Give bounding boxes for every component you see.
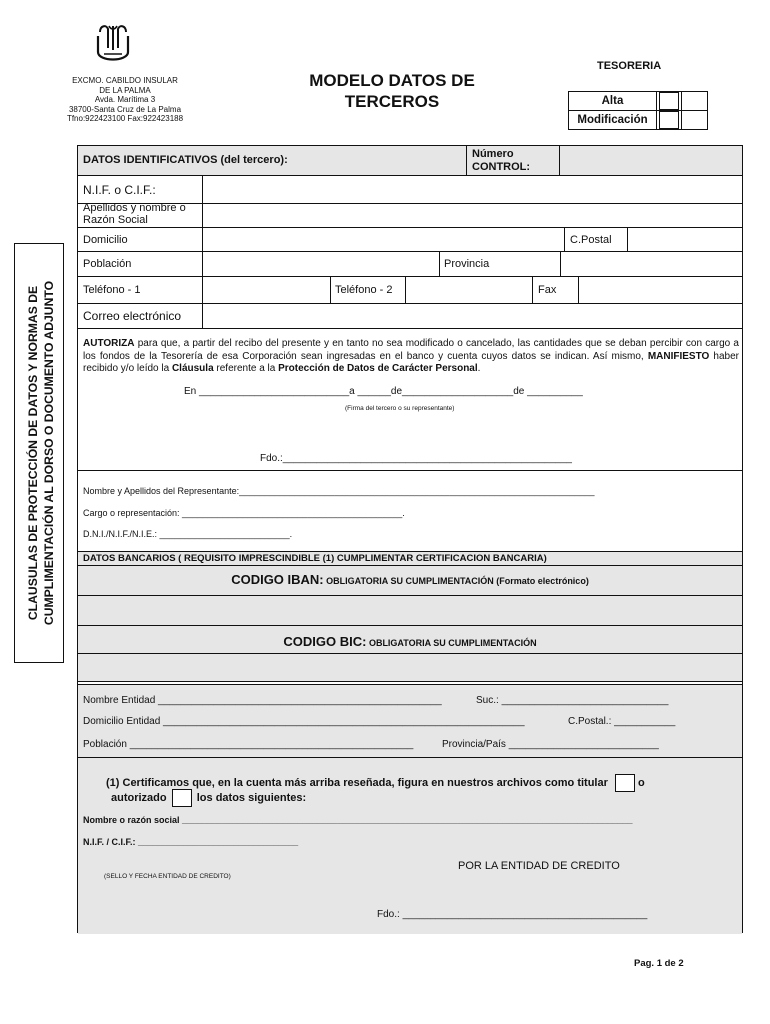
tesoreria-label: TESORERIA	[597, 60, 662, 72]
cabildo-logo	[92, 22, 134, 66]
title-line1: MODELO DATOS DE	[309, 71, 475, 90]
certificado-line1: (1) Certificamos que, en la cuenta más arriba reseñada, figura en nuestros archivos como titular o	[106, 774, 645, 792]
modificacion-checkbox[interactable]	[659, 111, 679, 129]
telefono2-field[interactable]	[406, 277, 532, 303]
nif-label: N.I.F. o C.I.F.:	[83, 183, 156, 197]
razon-social-line: Nombre o razón social __________________________________________________________________________________________	[83, 815, 633, 825]
document-title	[262, 70, 522, 112]
apellidos-label: Apellidos y nombre o Razón Social	[83, 202, 186, 226]
representante-cargo: Cargo o representación: ____________________________________________.	[83, 508, 405, 518]
representante-nombre: Nombre y Apellidos del Representante:_______________________________________________________________________	[83, 486, 595, 496]
alta-label: Alta	[569, 92, 657, 111]
numero-control-field[interactable]	[560, 147, 742, 174]
telefono2-label: Teléfono - 2	[335, 284, 393, 296]
nombre-entidad-line: Nombre Entidad ___________________________________________________	[83, 695, 442, 706]
cpostal-field[interactable]	[628, 228, 742, 251]
bic-field[interactable]	[79, 655, 741, 680]
org-name-line1: EXCMO. CABILDO INSULAR	[72, 76, 178, 85]
org-street: Avda. Marítima 3	[94, 95, 156, 104]
provincia-pais-line: Provincia/País ___________________________	[442, 739, 659, 750]
organization-address	[40, 76, 210, 124]
domicilio-entidad-line: Domicilio Entidad _________________________________________________________________	[83, 716, 525, 727]
firma-note: (Firma del tercero o su representante)	[345, 405, 455, 412]
correo-field[interactable]	[203, 304, 742, 328]
bancarios-header: DATOS BANCARIOS ( REQUISITO IMPRESCINDIBLE (1) CUMPLIMENTAR CERTIFICACION BANCARIA)	[83, 553, 547, 564]
certificado-line2: autorizado los datos siguientes:	[111, 789, 306, 807]
alta-modificacion-table	[568, 91, 708, 130]
domicilio-field[interactable]	[203, 228, 564, 251]
numero-control-label: Número CONTROL:	[472, 148, 531, 173]
cert-fdo-line: Fdo.: ____________________________________________	[377, 909, 648, 920]
org-phone: Tfno:922423100 Fax:922423188	[66, 114, 184, 123]
fax-label: Fax	[538, 284, 557, 296]
fax-field[interactable]	[579, 277, 742, 303]
modificacion-label: Modificación	[569, 111, 657, 130]
titular-checkbox[interactable]	[615, 774, 635, 792]
representante-dni: D.N.I./N.I.F./N.I.E.: __________________________.	[83, 529, 293, 539]
org-city: 38700-Santa Cruz de La Palma	[68, 104, 182, 114]
poblacion-field[interactable]	[203, 252, 439, 276]
sello-label: (SELLO Y FECHA ENTIDAD DE CREDITO)	[104, 873, 231, 880]
sidebar-clausulas	[14, 243, 64, 663]
cert-nif-line: N.I.F. / C.I.F.: ________________________________	[83, 837, 299, 847]
correo-label: Correo electrónico	[83, 309, 182, 323]
page-number: Pag. 1 de 2	[634, 958, 684, 969]
iban-heading: CODIGO IBAN: OBLIGATORIA SU CUMPLIMENTACIÓN (Formato electrónico)	[231, 572, 589, 587]
bic-heading: CODIGO BIC: OBLIGATORIA SU CUMPLIMENTACIÓN	[283, 634, 537, 649]
sidebar-line2: CUMPLIMENTACIÓN AL DORSO O DOCUMENTO ADJUNTO	[42, 280, 56, 626]
identificativos-header: DATOS IDENTIFICATIVOS (del tercero):	[83, 154, 288, 166]
main-form	[77, 145, 743, 933]
provincia-field[interactable]	[561, 252, 742, 276]
fdo-signature-line: Fdo.:____________________________________________________	[260, 453, 572, 464]
alta-checkbox[interactable]	[659, 92, 679, 110]
cpostal-entidad-line: C.Postal.: ___________	[568, 716, 676, 727]
telefono1-label: Teléfono - 1	[83, 284, 141, 296]
title-line2: TERCEROS	[344, 92, 440, 111]
apellidos-field[interactable]	[203, 204, 742, 227]
cpostal-label: C.Postal	[570, 234, 612, 246]
nif-field[interactable]	[203, 176, 742, 203]
autorizado-checkbox[interactable]	[172, 789, 192, 807]
org-name-line2: DE LA PALMA	[99, 85, 151, 95]
por-entidad-label: POR LA ENTIDAD DE CREDITO	[458, 860, 620, 872]
domicilio-label: Domicilio	[83, 234, 128, 246]
sidebar-line1: CLAUSULAS DE PROTECCIÓN DE DATOS Y NORMAS DE	[26, 285, 40, 621]
provincia-label: Provincia	[444, 258, 490, 270]
iban-field[interactable]	[79, 597, 741, 624]
poblacion-label: Población	[83, 258, 132, 270]
sucursal-line: Suc.: ______________________________	[476, 695, 669, 706]
poblacion-entidad-line: Población ___________________________________________________	[83, 739, 414, 750]
telefono1-field[interactable]	[203, 277, 330, 303]
en-date-line: En ___________________________a ______de____________________de __________	[184, 386, 583, 397]
autoriza-paragraph: AUTORIZA para que, a partir del recibo del presente y en tanto no sea modificado o cancelado, las cantidades que se deban percibir con cargo a los fondos de la Tesorería de esa Corporación sean ingresadas en el banco y cuenta cuyos datos se indican. Así mismo, MANIFIESTO haber recibido y/o leído la Cláusula referente a la Protección de Datos de Carácter Personal.	[83, 338, 740, 374]
